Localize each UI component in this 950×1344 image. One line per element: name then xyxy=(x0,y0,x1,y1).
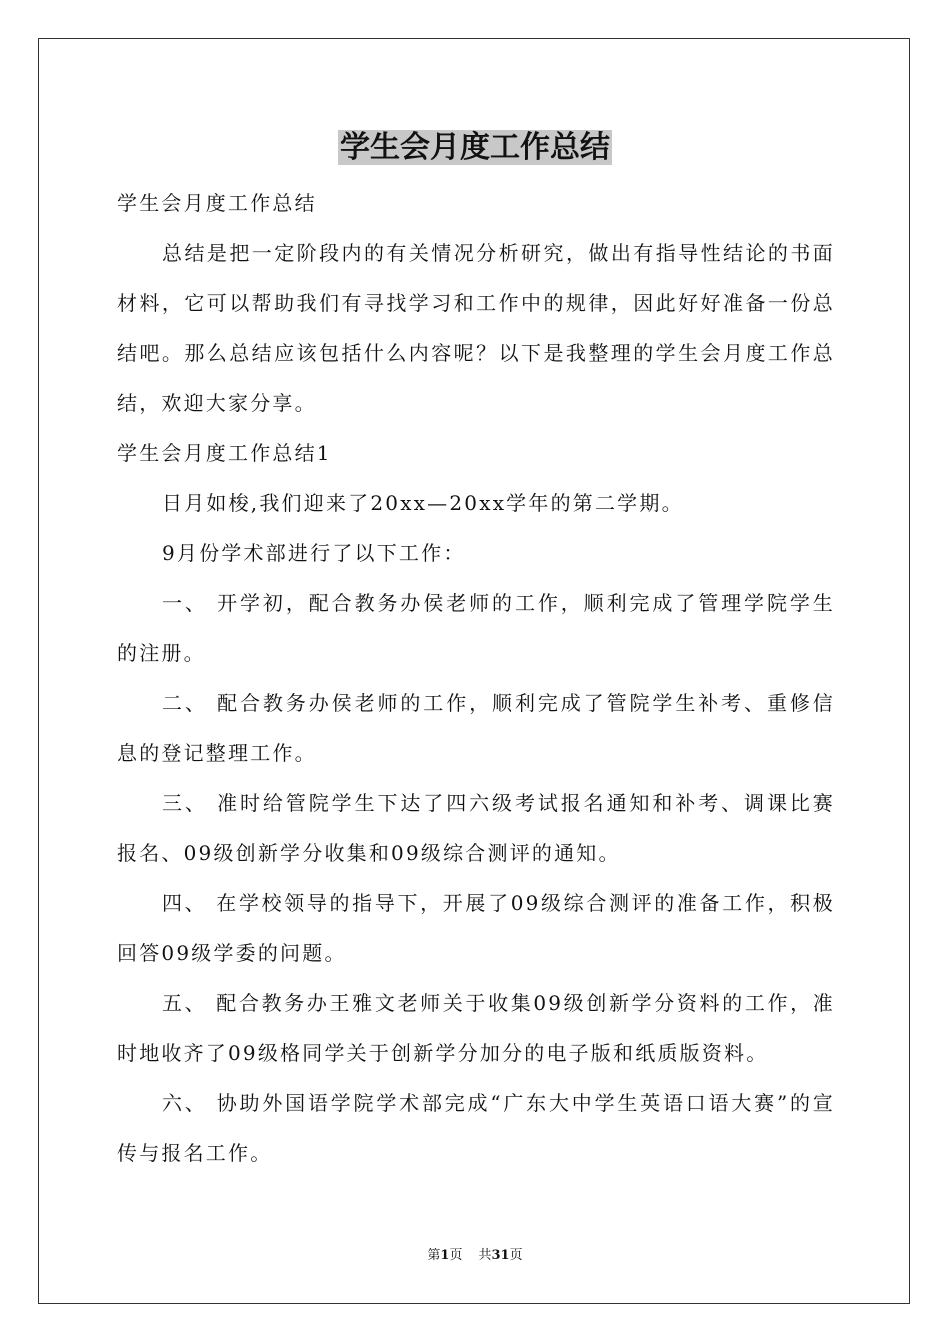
page-indicator: 第1页 xyxy=(427,1248,463,1263)
paragraph: 四、 在学校领导的指导下，开展了09级综合测评的准备工作，积极回答09级学委的问题。 xyxy=(117,891,835,965)
paragraph: 一、 开学初，配合教务办侯老师的工作，顺利完成了管理学院学生的注册。 xyxy=(117,591,835,665)
paragraph: 六、 协助外国语学院学术部完成“广东大中学生英语口语大赛”的宣传与报名工作。 xyxy=(117,1091,835,1165)
page-footer xyxy=(0,1247,950,1265)
total-pages-indicator: 共31页 xyxy=(478,1248,523,1263)
paragraph: 学生会月度工作总结 xyxy=(117,191,317,215)
paragraph: 三、 准时给管院学生下达了四六级考试报名通知和补考、调课比赛报名、09级创新学分收集和09级综合测评的通知。 xyxy=(117,791,835,865)
page-number: 1 xyxy=(440,1248,450,1263)
paragraph: 9月份学术部进行了以下工作： xyxy=(162,541,466,565)
total-pages: 31 xyxy=(491,1248,510,1263)
paragraph: 五、 配合教务办王雅文老师关于收集09级创新学分资料的工作，准时地收齐了09级格同学关于创新学分加分的电子版和纸质版资料。 xyxy=(117,991,835,1065)
paragraph: 总结是把一定阶段内的有关情况分析研究，做出有指导性结论的书面材料，它可以帮助我们有寻找学习和工作中的规律，因此好好准备一份总结吧。那么总结应该包括什么内容呢？以下是我整理的学生会月度工作总结，欢迎大家分享。 xyxy=(117,241,835,415)
document-title-text: 学生会月度工作总结 xyxy=(340,130,610,165)
document-body xyxy=(117,178,835,1178)
paragraph: 二、 配合教务办侯老师的工作，顺利完成了管院学生补考、重修信息的登记整理工作。 xyxy=(117,691,835,765)
document-title xyxy=(0,128,950,168)
paragraph: 日月如梭,我们迎来了20xx—20xx学年的第二学期。 xyxy=(162,491,684,515)
paragraph: 学生会月度工作总结1 xyxy=(117,441,332,465)
